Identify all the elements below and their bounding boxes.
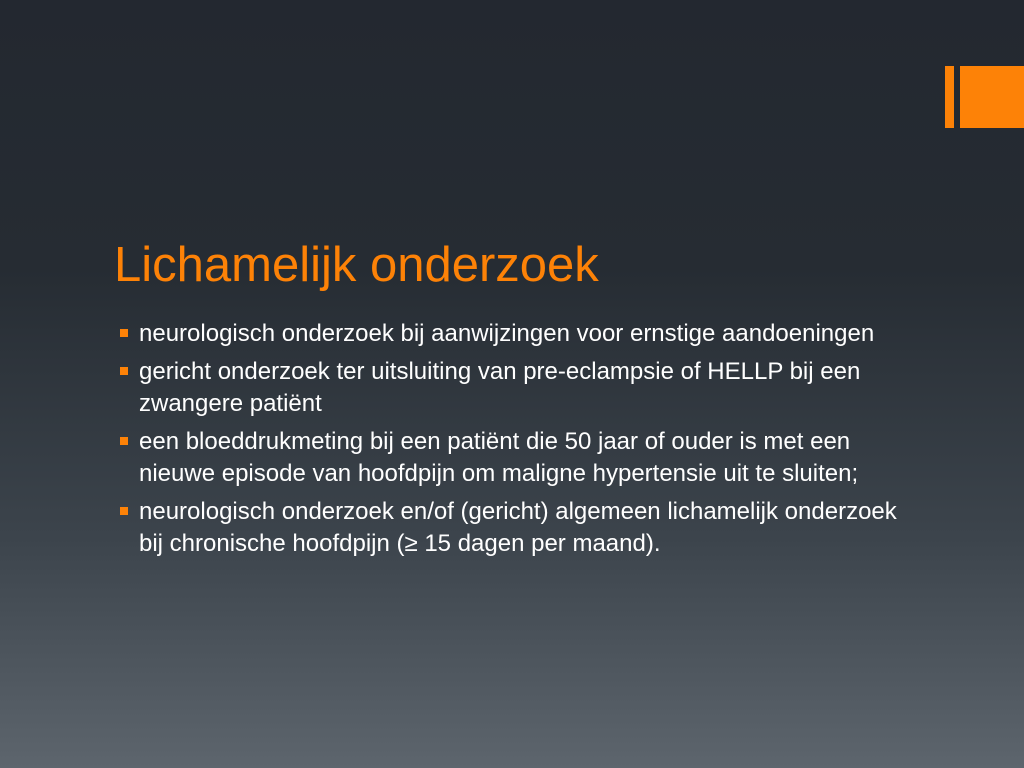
square-bullet-icon (120, 437, 128, 445)
bullet-text: neurologisch onderzoek bij aanwijzingen voor ernstige aandoeningen (139, 320, 875, 347)
square-bullet-icon (120, 507, 128, 515)
bullet-item (118, 318, 918, 350)
square-bullet-icon (120, 367, 128, 375)
accent-bar-thick (960, 66, 1024, 128)
square-bullet-icon (120, 329, 128, 337)
bullet-item (118, 356, 918, 420)
slide-title: Lichamelijk onderzoek (114, 238, 599, 292)
bullet-text: een bloeddrukmeting bij een patiënt die 50 jaar of ouder is met een nieuwe episode van hoofdpijn om maligne hypertensie uit te sluiten; (139, 428, 859, 487)
bullet-list (118, 318, 918, 566)
bullet-text: gericht onderzoek ter uitsluiting van pre-eclampsie of HELLP bij een zwangere patiënt (139, 358, 861, 417)
bullet-item (118, 426, 918, 490)
bullet-text: neurologisch onderzoek en/of (gericht) algemeen lichamelijk onderzoek bij chronische hoofdpijn (≥ 15 dagen per maand). (139, 498, 897, 557)
accent-bar-thin (945, 66, 954, 128)
bullet-item (118, 496, 918, 560)
